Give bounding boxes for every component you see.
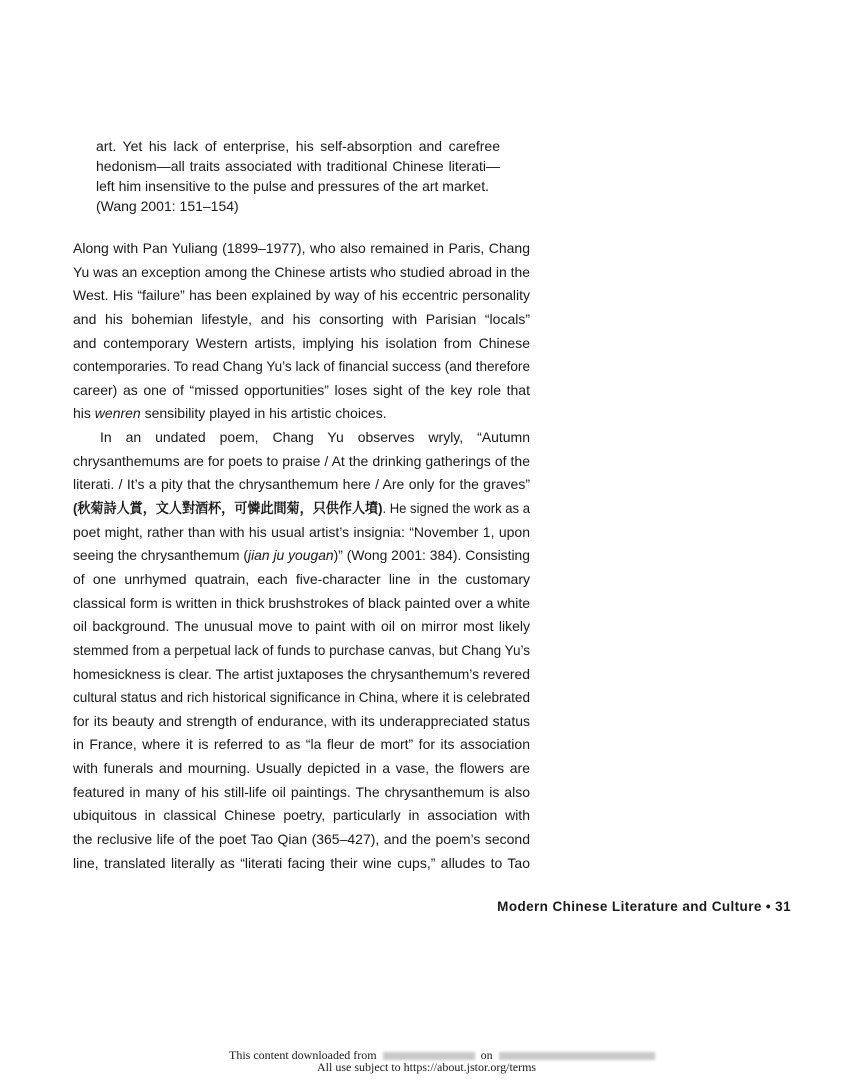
- text-segment: and contemporary Western artists, implying his isolation from Chinese: [73, 334, 530, 351]
- text-line: [73, 828, 530, 852]
- text-line-content: [73, 757, 530, 781]
- text-segment: In an undated poem, Chang Yu observes wryly, “Autumn: [100, 429, 530, 446]
- text-line: [73, 781, 530, 805]
- text-segment: cultural status and rich historical significance in China, where it is celebrated: [73, 689, 530, 706]
- text-line: [73, 332, 530, 356]
- text-line: [73, 261, 530, 285]
- text-line: [73, 710, 530, 734]
- block-quote: [96, 136, 500, 216]
- text-segment: of one unrhymed quatrain, each five-character line in the customary: [73, 570, 530, 587]
- text-segment: (Wang 2001: 151–154): [96, 198, 239, 214]
- text-segment: the reclusive life of the poet Tao Qian (365–427), and the poem’s second: [73, 831, 530, 848]
- text-line-content: [96, 156, 500, 176]
- text-segment: and his bohemian lifestyle, and his consorting with Parisian “locals”: [73, 310, 530, 327]
- text-segment: oil background. The unusual move to paint with oil on mirror most likely: [73, 618, 530, 635]
- text-segment: in France, where it is referred to as “la fleur de mort” for its association: [73, 736, 530, 753]
- text-line-content: [96, 176, 489, 196]
- text-line: [73, 426, 530, 450]
- text-line: [73, 733, 530, 757]
- text-segment: literati. / It’s a pity that the chrysanthemum here / Are only for the graves”: [73, 476, 530, 493]
- text-line-content: [73, 852, 530, 876]
- running-footer: Modern Chinese Literature and Culture • 31: [497, 899, 791, 914]
- text-line-content: [73, 237, 530, 261]
- download-notice-line-2: All use subject to https://about.jstor.org/terms: [317, 1060, 537, 1074]
- text-line: [73, 615, 530, 639]
- text-line: [73, 639, 530, 663]
- notice-on: on: [480, 1048, 493, 1062]
- text-line-content: [73, 308, 530, 332]
- text-line: [73, 497, 530, 521]
- text-segment: art. Yet his lack of enterprise, his self-absorption and carefree: [96, 138, 500, 154]
- text-line-content: [73, 663, 530, 687]
- text-line: [73, 544, 530, 568]
- text-segment: poet might, rather than with his usual artist’s insignia: “November 1, upon: [73, 523, 530, 540]
- text-line-content: [96, 196, 239, 216]
- text-line: [96, 156, 500, 176]
- text-line: [73, 473, 530, 497]
- text-line: [73, 804, 530, 828]
- text-line-content: [73, 261, 530, 285]
- text-line-content: [73, 332, 530, 356]
- text-segment: stemmed from a perpetual lack of funds to purchase canvas, but Chang Yu’s: [73, 641, 530, 658]
- text-line-content: [73, 355, 530, 379]
- text-line-content: [73, 686, 530, 710]
- text-line-content: [73, 521, 530, 545]
- text-line: [73, 686, 530, 710]
- text-line: [73, 450, 530, 474]
- text-line-content: [73, 733, 530, 757]
- text-line-content: [73, 497, 530, 521]
- text-line-content: [73, 639, 530, 663]
- text-line-content: [73, 592, 530, 616]
- text-segment: his: [73, 405, 95, 422]
- text-line-content: [73, 781, 530, 805]
- text-segment: Along with Pan Yuliang (1899–1977), who also remained in Paris, Chang: [73, 240, 530, 256]
- text-segment: ubiquitous in classical Chinese poetry, particularly in association with: [73, 807, 530, 824]
- text-line: [96, 196, 500, 216]
- text-line-content: [73, 544, 530, 568]
- text-line: [96, 176, 500, 196]
- notice-prefix: This content downloaded from: [229, 1048, 377, 1062]
- text-segment: Yu was an exception among the Chinese artists who studied abroad in the: [73, 263, 530, 280]
- text-segment: chrysanthemums are for poets to praise / At the drinking gatherings of the: [73, 452, 530, 469]
- text-segment: with funerals and mourning. Usually depicted in a vase, the flowers are: [73, 760, 530, 777]
- text-line: [73, 379, 530, 403]
- text-line-content: [96, 136, 500, 156]
- body-text: [73, 237, 530, 875]
- text-segment: seeing the chrysanthemum (: [73, 547, 249, 564]
- text-segment: for its beauty and strength of endurance, with its underappreciated status: [73, 712, 530, 729]
- text-line-content: [73, 828, 530, 852]
- text-line: [73, 284, 530, 308]
- text-segment: homesickness is clear. The artist juxtaposes the chrysanthemum’s revered: [73, 665, 530, 682]
- text-line: [73, 852, 530, 876]
- text-line: [73, 757, 530, 781]
- text-segment: featured in many of his still-life oil paintings. The chrysanthemum is also: [73, 783, 530, 800]
- text-line: [73, 237, 530, 261]
- text-line: [73, 663, 530, 687]
- italic-term: wenren: [94, 405, 141, 422]
- text-line: [73, 521, 530, 545]
- text-line: [73, 568, 530, 592]
- text-segment: hedonism—all traits associated with traditional Chinese literati—: [96, 158, 500, 174]
- text-line-content: [73, 804, 530, 828]
- text-segment: . He signed the work as a: [382, 500, 530, 517]
- text-line-content: [73, 473, 530, 497]
- text-line-content: [73, 450, 530, 474]
- text-line-content: [100, 426, 530, 450]
- text-line-content: [73, 710, 530, 734]
- chinese-text: (秋菊詩人賞，文人對酒杯，可憐此間菊，只供作人墳): [73, 500, 383, 517]
- text-line-content: [73, 379, 530, 403]
- text-segment: West. His “failure” has been explained by way of his eccentric personality: [73, 287, 530, 304]
- text-line: [73, 355, 530, 379]
- text-segment: left him insensitive to the pulse and pressures of the art market.: [96, 178, 489, 194]
- text-line: [73, 402, 530, 426]
- text-line-content: [73, 568, 530, 592]
- text-segment: sensibility played in his artistic choices.: [140, 405, 387, 422]
- text-segment: line, translated literally as “literati facing their wine cups,” alludes to Tao: [73, 854, 530, 871]
- text-line-content: [73, 402, 387, 426]
- text-segment: classical form is written in thick brushstrokes of black painted over a white: [73, 594, 530, 611]
- text-line-content: [73, 284, 530, 308]
- italic-term: jian ju yougan: [248, 547, 334, 564]
- text-line: [96, 136, 500, 156]
- text-line: [73, 308, 530, 332]
- text-segment: contemporaries. To read Chang Yu’s lack of financial success (and therefore: [73, 358, 530, 375]
- text-line: [73, 592, 530, 616]
- text-segment: )” (Wong 2001: 384). Consisting: [333, 547, 530, 564]
- text-line-content: [73, 615, 530, 639]
- text-segment: career) as one of “missed opportunities” loses sight of the key role that: [73, 381, 530, 398]
